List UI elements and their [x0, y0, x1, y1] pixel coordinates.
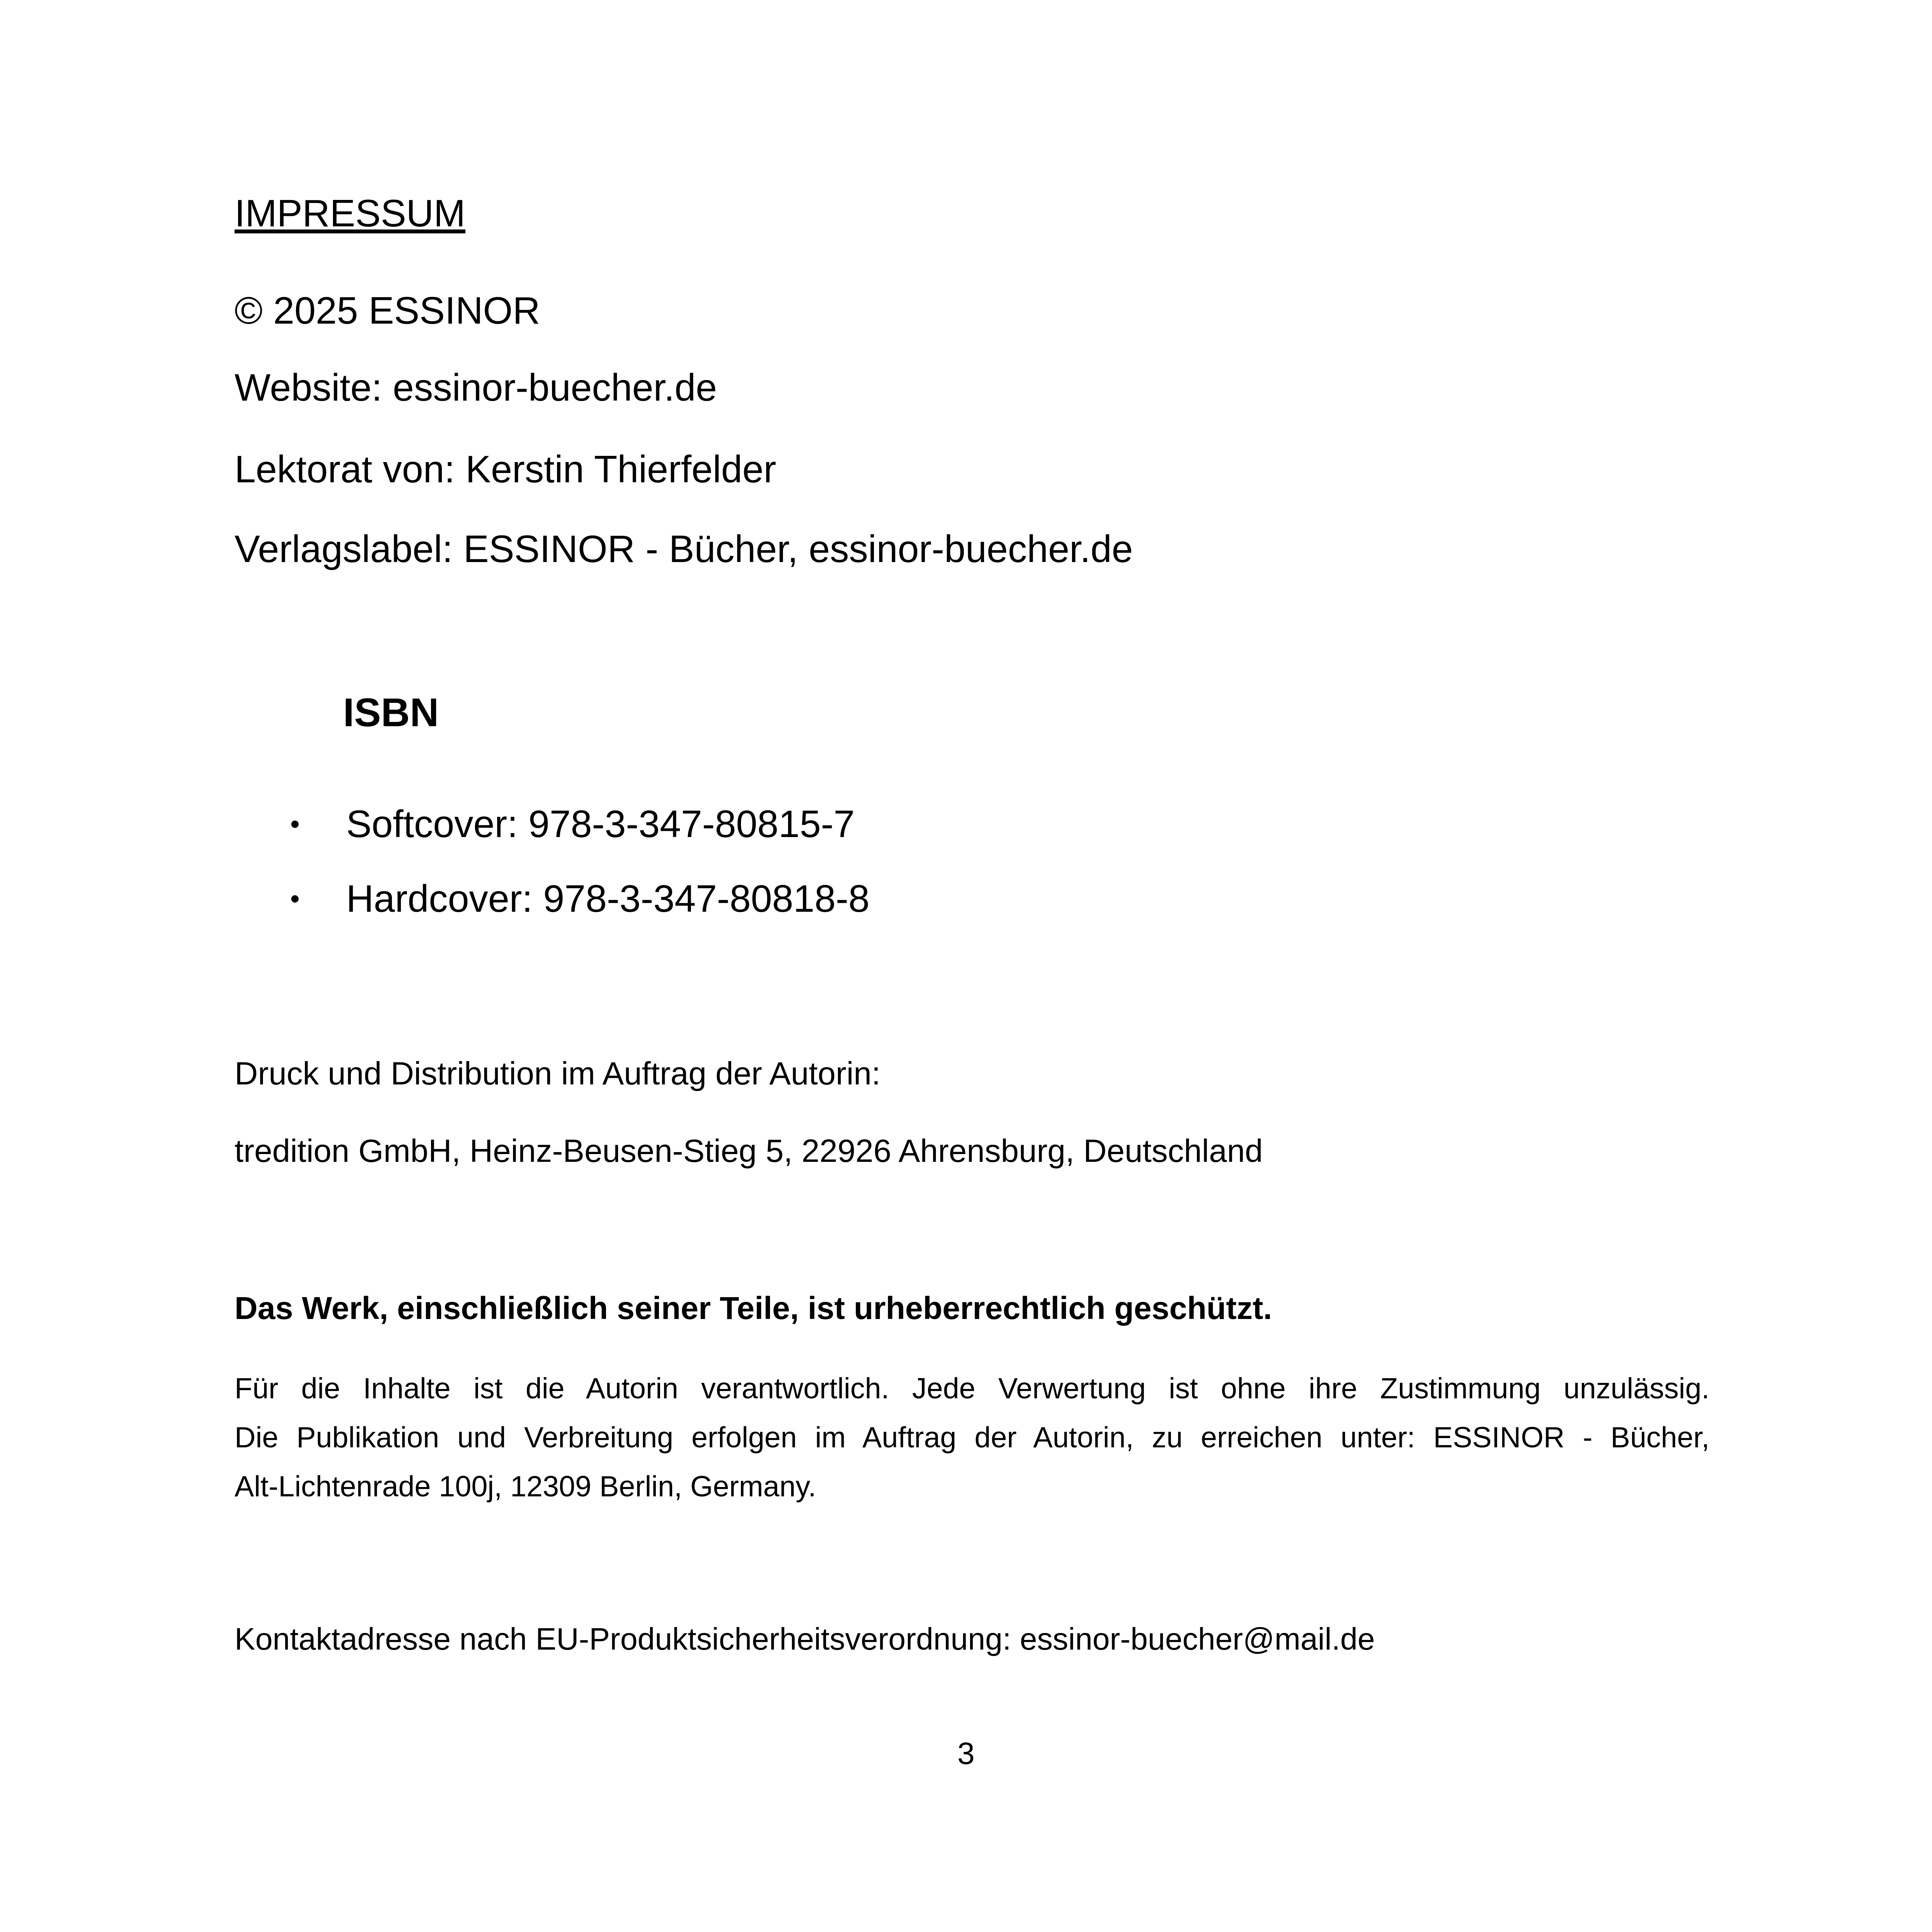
bullet-icon: •: [290, 883, 300, 914]
legal-heading: Das Werk, einschließlich seiner Teile, ist urheberrechtlich geschützt.: [235, 1291, 1272, 1326]
publisher-label-line: Verlagslabel: ESSINOR - Bücher, essinor-buecher.de: [235, 527, 1133, 570]
bullet-icon: •: [290, 809, 300, 839]
distribution-line-1: Druck und Distribution im Auftrag der Autorin:: [235, 1055, 881, 1091]
website-line: Website: essinor-buecher.de: [235, 366, 717, 409]
editing-line: Lektorat von: Kerstin Thierfelder: [235, 448, 776, 490]
impressum-title-text: IMPRESSUM: [235, 192, 466, 235]
legal-paragraph-line: Die Publikation und Verbreitung erfolgen im Auftrag der Autorin, zu erreichen unter: ESSINOR - Bücher,: [235, 1421, 1710, 1454]
legal-paragraph-line: Für die Inhalte ist die Autorin verantwortlich. Jede Verwertung ist ohne ihre Zustimmung unzulässig.: [235, 1372, 1710, 1405]
isbn-item-text: Softcover: 978-3-347-80815-7: [346, 802, 855, 845]
copyright-line: © 2025 ESSINOR: [235, 289, 540, 332]
isbn-item-text: Hardcover: 978-3-347-80818-8: [346, 877, 870, 920]
impressum-title: [235, 192, 466, 235]
isbn-item-hardcover: [290, 879, 870, 918]
contact-line: Kontaktadresse nach EU-Produktsicherheitsverordnung: essinor-buecher@mail.de: [235, 1622, 1375, 1656]
legal-paragraph: [235, 1364, 1710, 1511]
page-number: 3: [957, 1736, 975, 1771]
isbn-heading: ISBN: [343, 690, 439, 735]
isbn-item-softcover: [290, 802, 855, 845]
distribution-line-2: tredition GmbH, Heinz-Beusen-Stieg 5, 22926 Ahrensburg, Deutschland: [235, 1133, 1263, 1169]
legal-paragraph-line: Alt-Lichtenrade 100j, 12309 Berlin, Germany.: [235, 1470, 816, 1503]
